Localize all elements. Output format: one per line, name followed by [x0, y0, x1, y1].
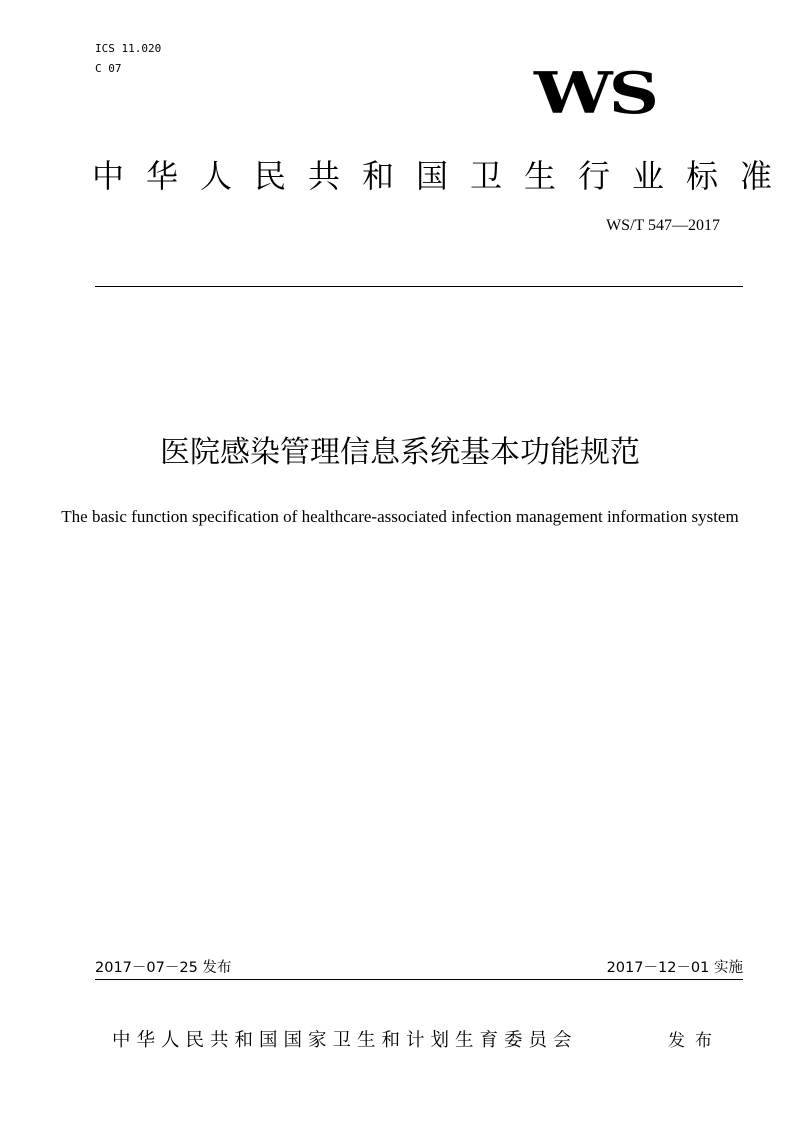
issue-label: 发布	[668, 1031, 722, 1051]
publish-date: 2017－07－25 发布	[95, 960, 232, 976]
ics-code: ICS 11.020	[95, 42, 162, 55]
header-divider	[95, 286, 743, 287]
document-title-english: The basic function specification of healthcare-associated infection management information system	[61, 507, 739, 526]
issuing-authority: 中华人民共和国国家卫生和计划生育委员会	[112, 1030, 578, 1051]
date-divider	[95, 979, 743, 980]
classification-code: C 07	[95, 62, 122, 75]
standard-number: WS/T 547—2017	[606, 217, 720, 234]
document-title-chinese: 医院感染管理信息系统基本功能规范	[160, 435, 640, 470]
ws-logo: WS	[534, 58, 656, 127]
standard-type-title: 中华人民共和国卫生行业标准	[92, 157, 795, 195]
implementation-date: 2017－12－01 实施	[606, 960, 743, 976]
